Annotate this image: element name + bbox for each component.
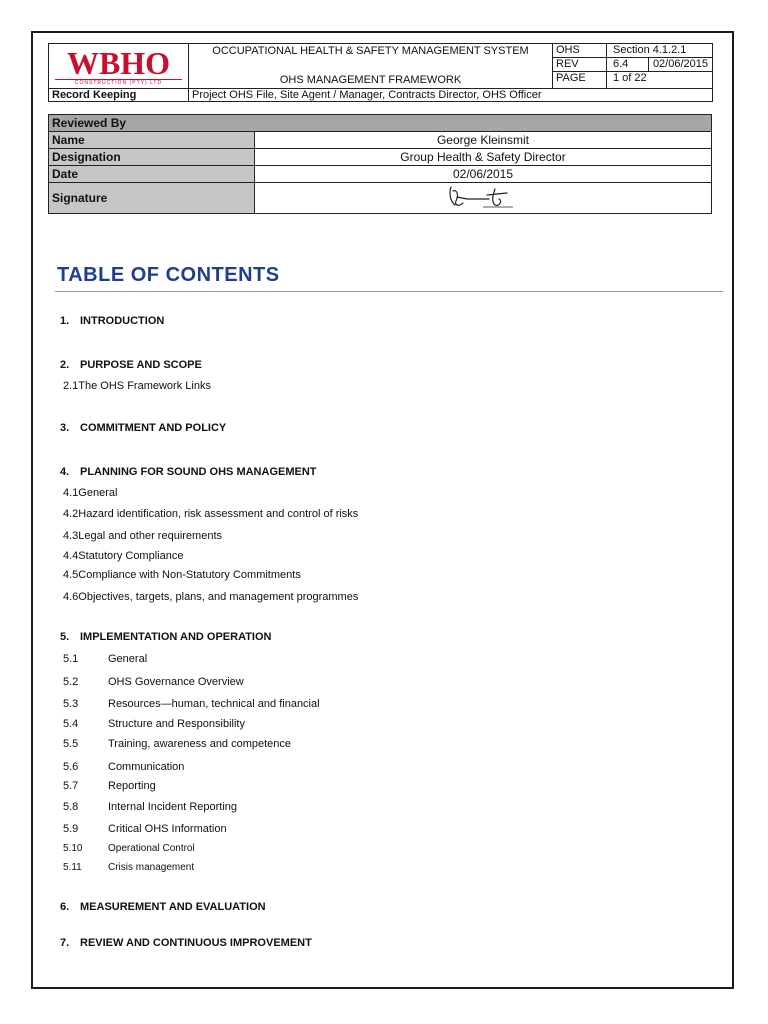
toc-entry-number: 5.8 — [63, 801, 79, 813]
revision-number: 6.4 — [607, 58, 649, 71]
section-number: Section 4.1.2.1 — [607, 44, 712, 58]
toc-entry-text: General — [78, 487, 118, 499]
toc-entry[interactable] — [63, 508, 358, 520]
toc-entry-text: General — [108, 653, 148, 665]
toc-entry-text: Communication — [108, 761, 185, 773]
document-page — [31, 31, 734, 989]
toc-entry[interactable] — [63, 569, 301, 581]
toc-entry[interactable] — [63, 550, 183, 562]
toc-entry[interactable] — [63, 801, 237, 813]
toc-entry-text: Critical OHS Information — [108, 823, 227, 835]
toc-entry[interactable] — [63, 380, 211, 392]
toc-section-heading[interactable] — [60, 937, 312, 949]
toc-entry[interactable] — [63, 780, 156, 792]
toc-entry-text: Training, awareness and competence — [108, 738, 292, 750]
toc-section-number: 7. — [60, 937, 70, 949]
toc-section-number: 2. — [60, 359, 70, 371]
date-value: 02/06/2015 — [255, 166, 712, 183]
toc-entry-number: 5.9 — [63, 823, 79, 835]
reviewed-by-table — [48, 114, 712, 214]
toc-entry[interactable] — [63, 591, 358, 603]
document-header — [48, 43, 713, 102]
toc-section-heading[interactable] — [60, 631, 271, 643]
reviewed-by-heading: Reviewed By — [49, 115, 712, 132]
toc-entry[interactable] — [63, 676, 244, 688]
toc-entry-text: Reporting — [108, 780, 156, 792]
company-logo — [49, 44, 189, 89]
toc-entry-number: 4.1 — [63, 487, 79, 499]
name-label: Name — [49, 132, 255, 149]
toc-title: TABLE OF CONTENTS — [57, 264, 280, 286]
toc-section-heading[interactable] — [60, 466, 317, 478]
toc-entry-number: 2.1 — [63, 380, 79, 392]
toc-divider — [55, 291, 723, 292]
toc-section-title: IMPLEMENTATION AND OPERATION — [80, 631, 272, 643]
toc-section-heading[interactable] — [60, 315, 164, 327]
toc-entry-text: Operational Control — [108, 843, 195, 854]
toc-entry-text: Statutory Compliance — [78, 550, 184, 562]
toc-section-title: COMMITMENT AND POLICY — [80, 422, 227, 434]
toc-entry[interactable] — [63, 698, 320, 710]
toc-section-number: 1. — [60, 315, 70, 327]
toc-entry-number: 4.5 — [63, 569, 79, 581]
toc-entry-text: OHS Governance Overview — [108, 676, 244, 688]
designation-value: Group Health & Safety Director — [255, 149, 712, 166]
toc-section-number: 5. — [60, 631, 70, 643]
toc-entry[interactable] — [63, 530, 222, 542]
system-title: OCCUPATIONAL HEALTH & SAFETY MANAGEMENT SYSTEM — [212, 45, 529, 57]
toc-entry-number: 5.3 — [63, 698, 79, 710]
signature-label: Signature — [49, 183, 255, 214]
revision-date: 02/06/2015 — [652, 58, 708, 70]
toc-entry-number: 5.7 — [63, 780, 79, 792]
toc-entry-number: 5.5 — [63, 738, 79, 750]
record-keeping-value: Project OHS File, Site Agent / Manager, Contracts Director, OHS Officer — [189, 89, 713, 102]
toc-entry-text: The OHS Framework Links — [78, 380, 211, 392]
revision-row — [607, 58, 712, 72]
toc-entry[interactable] — [63, 487, 117, 499]
control-labels — [553, 44, 607, 89]
record-keeping-label: Record Keeping — [49, 89, 189, 102]
label-rev: REV — [553, 58, 606, 72]
handwritten-signature — [443, 183, 523, 209]
toc-entry[interactable] — [63, 823, 227, 835]
toc-entry-text: Crisis management — [108, 862, 195, 873]
page-count: 1 of 22 — [613, 72, 647, 84]
toc-entry-number: 5.6 — [63, 761, 79, 773]
signature-cell — [255, 183, 712, 214]
toc-entry-number: 4.2 — [63, 508, 79, 520]
toc-entry-number: 5.2 — [63, 676, 79, 688]
toc-entry-number: 4.3 — [63, 530, 79, 542]
toc-entry-number: 5.4 — [63, 718, 79, 730]
label-ohs: OHS — [553, 44, 606, 58]
toc-entry-number: 4.6 — [63, 591, 79, 603]
toc-section-heading[interactable] — [60, 359, 202, 371]
document-title: OHS MANAGEMENT FRAMEWORK — [279, 74, 462, 86]
toc-section-title: PURPOSE AND SCOPE — [80, 359, 202, 371]
name-value: George Kleinsmit — [255, 132, 712, 149]
toc-section-title: INTRODUCTION — [80, 315, 165, 327]
toc-section-heading[interactable] — [60, 422, 226, 434]
toc-section-title: REVIEW AND CONTINUOUS IMPROVEMENT — [80, 937, 312, 949]
title-block — [189, 44, 553, 89]
toc-entry[interactable] — [63, 738, 291, 750]
toc-section-number: 6. — [60, 901, 70, 913]
toc-entry[interactable] — [63, 761, 184, 773]
toc-entry-number: 4.4 — [63, 550, 79, 562]
toc-section-number: 4. — [60, 466, 70, 478]
toc-entry[interactable] — [63, 862, 194, 873]
toc-section-title: PLANNING FOR SOUND OHS MANAGEMENT — [80, 466, 317, 478]
toc-entry[interactable] — [63, 843, 195, 854]
date-label: Date — [49, 166, 255, 183]
toc-entry-text: Internal Incident Reporting — [108, 801, 238, 813]
toc-entry-number: 5.1 — [63, 653, 79, 665]
toc-entry[interactable] — [63, 718, 245, 730]
logo-subtitle: CONSTRUCTION (PTY) LTD — [55, 79, 182, 87]
toc-section-title: MEASUREMENT AND EVALUATION — [80, 901, 266, 913]
toc-entry-text: Compliance with Non-Statutory Commitments — [78, 569, 301, 581]
toc-entry-text: Legal and other requirements — [78, 530, 223, 542]
toc-section-heading[interactable] — [60, 901, 266, 913]
toc-entry-number: 5.10 — [63, 843, 83, 854]
toc-entry[interactable] — [63, 653, 147, 665]
toc-entry-text: Objectives, targets, plans, and management programmes — [78, 591, 359, 603]
toc-entry-text: Resources—human, technical and financial — [108, 698, 320, 710]
label-page: PAGE — [556, 72, 586, 84]
toc-entry-number: 5.11 — [63, 862, 82, 873]
control-values — [607, 44, 713, 89]
toc-entry-text: Structure and Responsibility — [108, 718, 245, 730]
toc-section-number: 3. — [60, 422, 70, 434]
designation-label: Designation — [49, 149, 255, 166]
toc-entry-text: Hazard identification, risk assessment and control of risks — [78, 508, 359, 520]
logo-wordmark: WBHO — [66, 44, 171, 81]
